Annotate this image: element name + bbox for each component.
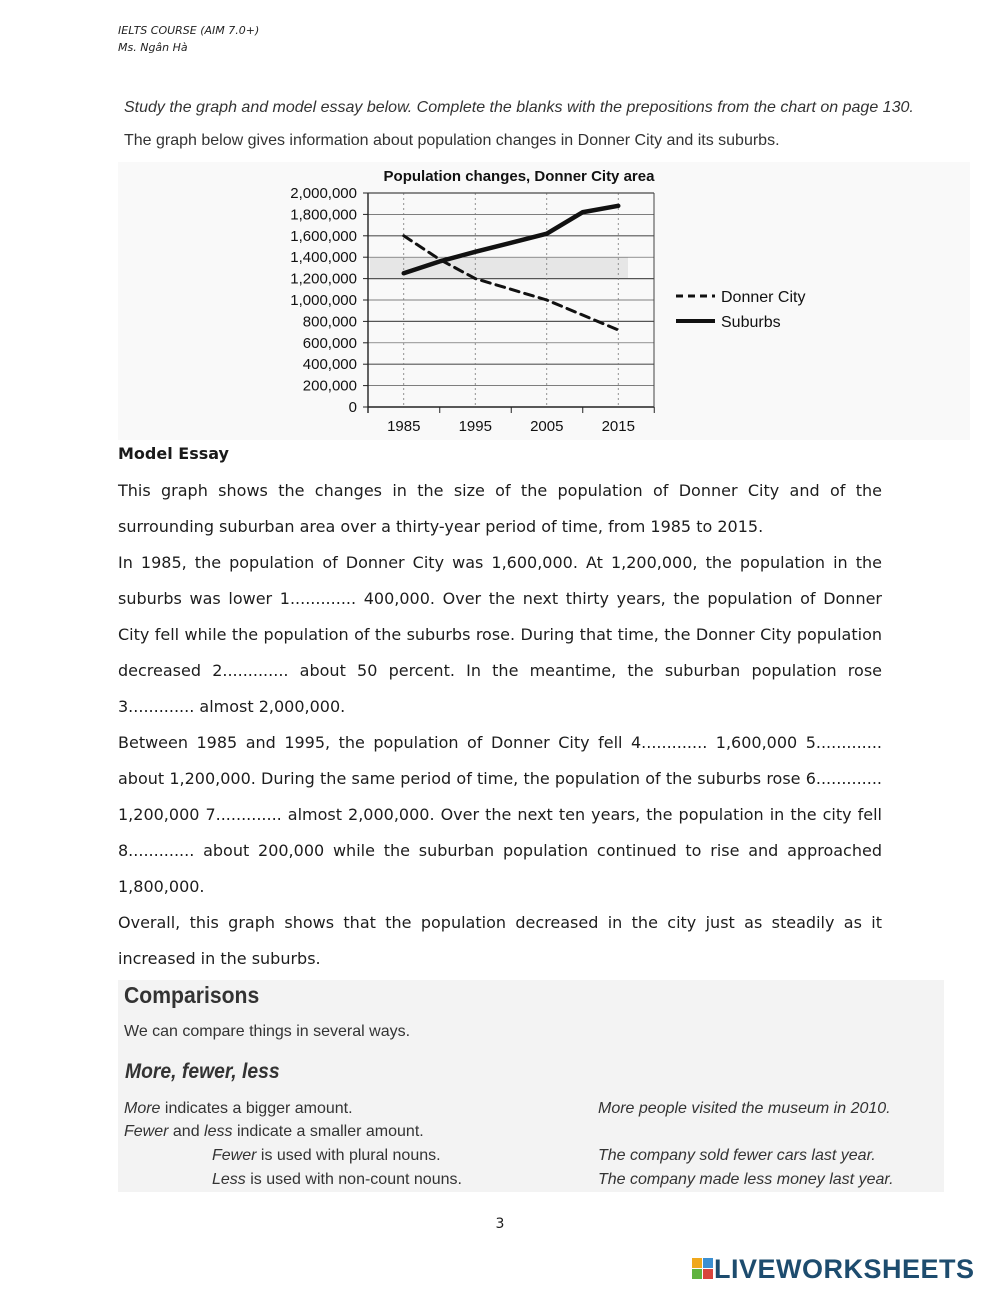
example-more: More people visited the museum in 2010. — [598, 1100, 891, 1117]
legend-label: Donner City — [721, 289, 806, 306]
y-tick-label: 1,400,000 — [290, 249, 357, 267]
study-instruction: Study the graph and model essay below. Complete the blanks with the prepositions from the chart on page 130. — [124, 99, 914, 116]
y-tick-label: 600,000 — [302, 334, 357, 352]
x-tick-label: 2005 — [530, 418, 564, 435]
comparisons-box — [118, 980, 944, 1192]
rule-more — [124, 1100, 353, 1118]
logo-text: LIVEWORKSHEETS — [714, 1253, 975, 1284]
essay-body — [118, 473, 882, 977]
chart-shade-band — [370, 257, 628, 278]
rule-fewer-less — [124, 1123, 424, 1141]
rule-term: More — [124, 1100, 161, 1117]
course-header: IELTS COURSE (AIM 7.0+) — [118, 24, 260, 37]
rule-text: is used with plural nouns. — [256, 1147, 441, 1164]
y-tick-label: 1,600,000 — [290, 227, 357, 245]
essay-heading: Model Essay — [118, 444, 229, 463]
rule-term: Fewer — [124, 1123, 169, 1140]
y-tick-label: 1,000,000 — [290, 292, 357, 309]
x-tick-label: 1995 — [458, 418, 492, 435]
y-tick-label: 1,800,000 — [290, 206, 357, 224]
x-tick-label: 1985 — [387, 418, 421, 435]
example-less: The company made less money last year. — [598, 1171, 894, 1188]
chart-area — [118, 162, 970, 440]
teacher-name: Ms. Ngân Hà — [118, 41, 188, 54]
x-tick-label: 2015 — [601, 418, 635, 435]
series-line-donner-city — [404, 236, 619, 330]
essay-paragraph-4: Overall, this graph shows that the population decreased in the city just as steadily as it increased in the suburbs. — [118, 913, 882, 968]
comparisons-title: Comparisons — [124, 982, 260, 1008]
y-tick-label: 0 — [348, 399, 357, 416]
rule-term: Less — [212, 1171, 246, 1188]
rule-term: Fewer — [212, 1147, 257, 1164]
rule-less — [212, 1171, 462, 1189]
example-fewer: The company sold fewer cars last year. — [598, 1147, 876, 1164]
rule-text: indicate a smaller amount. — [232, 1123, 424, 1140]
legend-label: Suburbs — [721, 314, 781, 331]
essay-paragraph-2: In 1985, the population of Donner City was 1,600,000. At 1,200,000, the population in the suburbs was lower 1............. 400,000. Over the next thirty years, the population of Donner City fell while the population of the suburbs rose. During that time, the Donner City population decreased 2............. about 50 percent. In the meantime, the suburban population rose 3............. almost 2,000,000. — [118, 553, 882, 716]
y-tick-label: 400,000 — [302, 356, 357, 374]
graph-intro: The graph below gives information about population changes in Donner City and its suburbs. — [124, 132, 780, 149]
rule-text: is used with non-count nouns. — [245, 1171, 462, 1188]
essay-paragraph-1: This graph shows the changes in the size of the population of Donner City and of the surrounding suburban area over a thirty-year period of time, from 1985 to 2015. — [118, 481, 882, 536]
chart-title: Population changes, Donner City area — [383, 168, 655, 185]
y-tick-label: 1,200,000 — [290, 270, 357, 288]
essay-paragraph-3: Between 1985 and 1995, the population of Donner City fell 4............. 1,600,000 5............. about 1,200,000. During the same period of time, the population of the suburbs rose 6............. 1,200,000 7............. almost 2,000,000. Over the next ten years, the population in the city fell 8............. about 200,000 while the suburban population continued to rise and approached 1,800,000. — [118, 733, 882, 896]
rule-term: less — [204, 1123, 233, 1140]
comparisons-subtitle: More, fewer, less — [125, 1060, 280, 1083]
rule-text: and — [168, 1123, 205, 1140]
liveworksheets-logo — [692, 1254, 975, 1284]
comparisons-intro: We can compare things in several ways. — [124, 1023, 411, 1040]
rule-text: indicates a bigger amount. — [160, 1100, 353, 1117]
rule-fewer — [212, 1147, 441, 1165]
y-tick-label: 800,000 — [302, 313, 357, 331]
y-tick-label: 2,000,000 — [290, 185, 357, 202]
population-chart — [118, 162, 970, 440]
live-badge-icon — [692, 1257, 714, 1281]
y-tick-label: 200,000 — [302, 377, 357, 395]
page-number: 3 — [495, 1216, 505, 1232]
